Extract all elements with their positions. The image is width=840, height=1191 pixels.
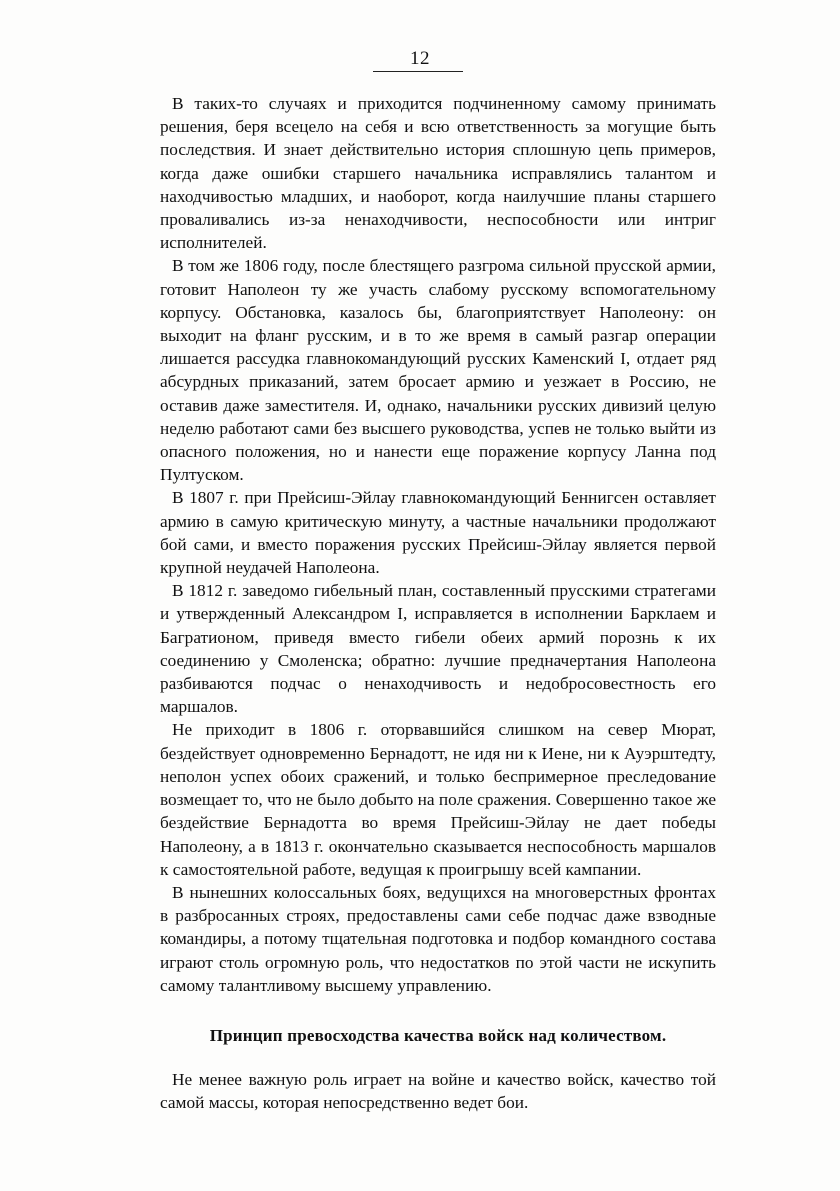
- paragraph-subordinate-initiative: В таких-то случаях и приходится подчиненному самому принимать решения, беря всецело на себя и всю ответственность за могущие быть последствия. И знает действительно история сплошную цепь примеров, когда даже ошибки старшего начальника исправлялись талантом и находчивостью младших, и наоборот, когда наилучшие планы старшего проваливались из-за ненаходчивости, неспособности или интриг исполнителей.: [160, 94, 716, 253]
- paragraph-1806-campaign: В том же 1806 году, после блестящего разгрома сильной прусской армии, готовит Наполеон ту же участь слабому русскому вспомогательному корпусу. Обстановка, казалось бы, благоприятствует Наполеону: он выходит на фланг русским, и в то же время в самый разгар операции лишается рассудка главнокомандующий русских Каменский I, отдает ряд абсурдных приказаний, затем бросает армию и уезжает в Россию, не оставив даже заместителя. И, однако, начальники русских дивизий целую неделю работают сами без высшего руководства, успев не только выйти из опасного положения, но и нанести еще поражение корпусу Ланна под Пултуском.: [160, 256, 716, 485]
- paragraph-modern-battles: В нынешних колоссальных боях, ведущихся на многоверстных фронтах в разбросанных строях, предоставлены сами себе подчас даже взводные командиры, а потому тщательная подготовка и подбор командного состава играют столь огромную роль, что недостатков по этой части не искупить самому талантливому высшему управлению.: [160, 882, 716, 995]
- body-text: [160, 92, 716, 997]
- section-body: [160, 1068, 716, 1114]
- paragraph-1807-eylau: В 1807 г. при Прейсиш-Эйлау главнокомандующий Беннигсен оставляет армию в самую критическую минуту, а частные начальники продолжают бой сами, и вместо поражения русских Прейсиш-Эйлау является первой крупной неудачей Наполеона.: [160, 488, 716, 578]
- paragraph-marshals: Не приходит в 1806 г. оторвавшийся слишком на север Мюрат, бездействует одновременно Бернадотт, не идя ни к Иене, ни к Ауэрштедту, неполон успех обоих сражений, и только беспримерное преследование возмещает то, что не было добыто на поле сражения. Совершенно такое же бездействие Бернадотта во время Прейсиш-Эйлау не дает победы Наполеону, а в 1813 г. окончательно сказывается неспособность маршалов к самостоятельной работе, ведущая к проигрышу всей кампании.: [160, 720, 716, 879]
- page-number: 12: [410, 48, 430, 69]
- paragraph-troop-quality: Не менее важную роль играет на войне и качество войск, качество той самой массы, которая непосредственно ведет бои.: [160, 1070, 716, 1113]
- page-number-rule: [373, 71, 463, 72]
- paragraph-1812-campaign: В 1812 г. заведомо гибельный план, составленный прусскими стратегами и утвержденный Александром I, исправляется в исполнении Барклаем и Багратионом, приведя вместо гибели обеих армий порознь к их соединению у Смоленска; обратно: лучшие предначертания Наполеона разбиваются подчас о ненаходчивость и недобросовестность его маршалов.: [160, 581, 716, 717]
- section-heading: Принцип превосходства качества войск над количеством.: [209, 1026, 667, 1045]
